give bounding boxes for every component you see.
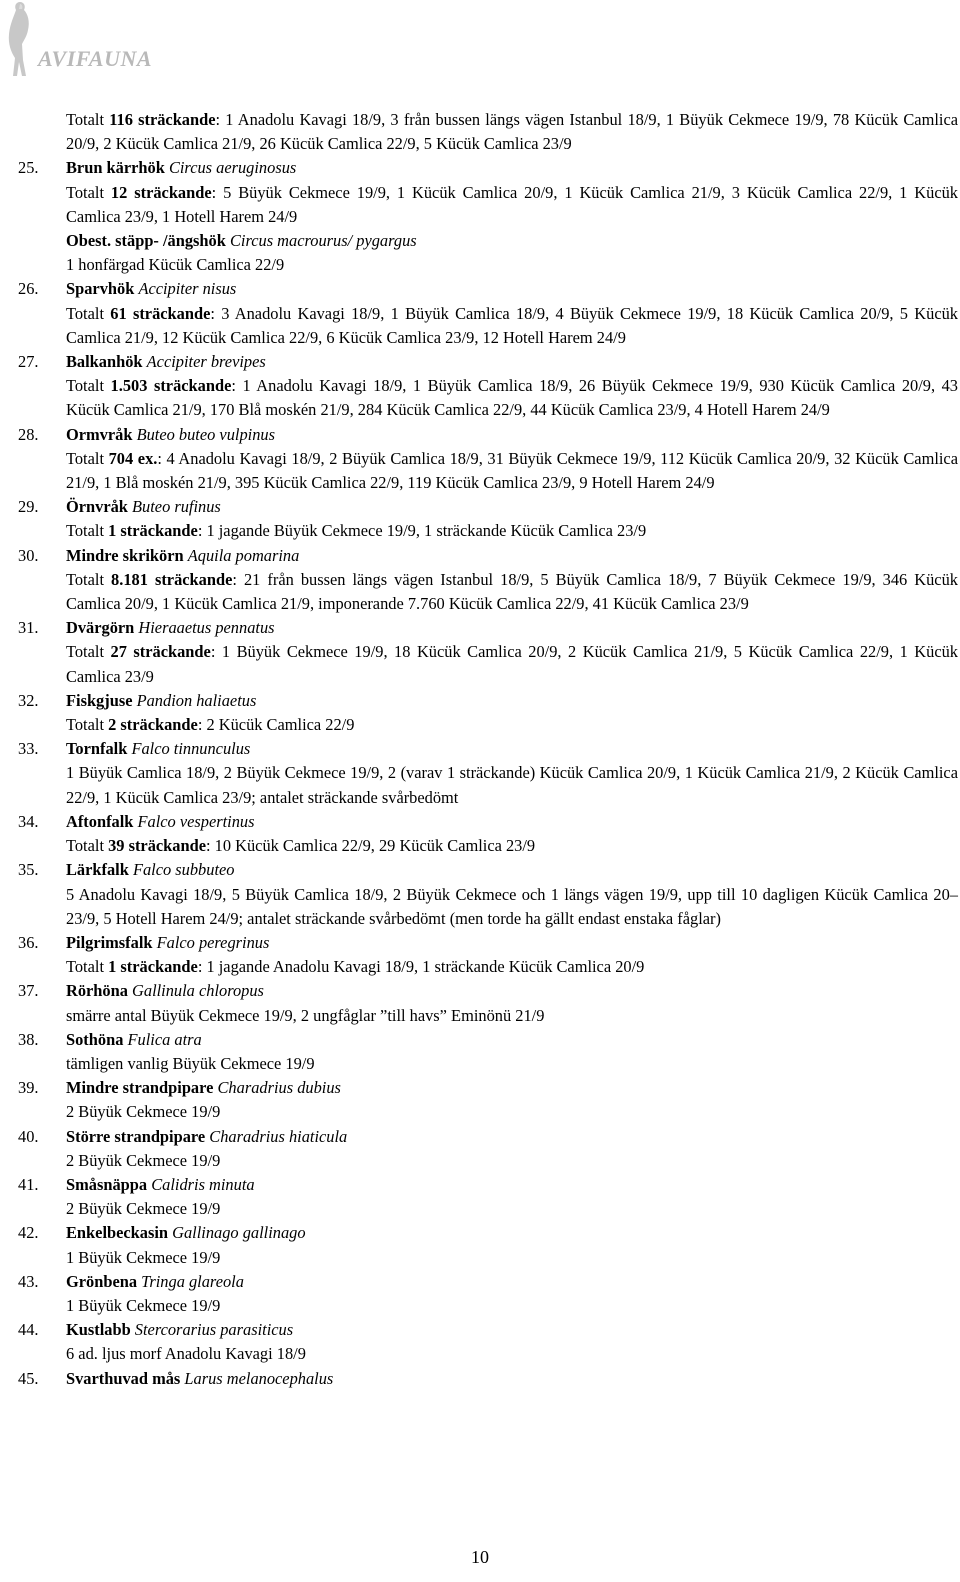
species-heading <box>66 737 958 761</box>
observation-text: 1 Büyük Camlica 18/9, 2 Büyük Cekmece 19/9, 2 (varav 1 sträckande) Kücük Camlica 20/9, 1 Kücük Camlica 21/9, 2 Kücük Camlica 22/9, 1 Kücük Camlica 23/9; antalet sträckande svårbedömt <box>66 763 958 807</box>
species-heading <box>66 350 958 374</box>
species-heading <box>66 1125 958 1149</box>
observation-text: 1 Büyük Cekmece 19/9 <box>66 1247 221 1267</box>
species-latin-name: Pandion haliaetus <box>136 690 257 710</box>
logo-wordmark: AVIFAUNA <box>38 46 153 71</box>
species-entry <box>18 737 958 810</box>
observation-total: 1 sträckande <box>108 957 198 977</box>
species-entry <box>18 1028 958 1076</box>
species-latin-name: Buteo rufinus <box>132 497 221 517</box>
observation-text: Totalt 1 sträckande: 1 jagande Büyük Cekmece 19/9, 1 sträckande Kücük Camlica 23/9 <box>66 521 647 541</box>
observation-total: 8.181 sträckande <box>111 569 233 589</box>
entry-number: 41. <box>18 1174 39 1194</box>
entry-number: 44. <box>18 1320 39 1340</box>
entry-number: 39. <box>18 1078 39 1098</box>
species-heading <box>66 1028 958 1052</box>
species-name: Svarthuvad mås <box>66 1368 181 1388</box>
entry-number: 31. <box>18 618 39 638</box>
entry-number: 43. <box>18 1271 39 1291</box>
species-heading <box>66 495 958 519</box>
observation-total: 27 sträckande <box>110 642 211 662</box>
entry-number: 33. <box>18 739 39 759</box>
observation-total: 1 sträckande <box>108 521 198 541</box>
species-entry <box>18 1173 958 1221</box>
species-heading <box>66 931 958 955</box>
species-heading <box>66 689 958 713</box>
species-entry <box>18 1221 958 1269</box>
sub-species-text: 1 honfärgad Kücük Camlica 22/9 <box>66 255 285 275</box>
document-body <box>18 108 958 1391</box>
entry-number: 38. <box>18 1029 39 1049</box>
species-entry <box>18 544 958 617</box>
species-entry <box>18 495 958 543</box>
species-name: Pilgrimsfalk <box>66 932 153 952</box>
intro-paragraph: Totalt 116 sträckande: 1 Anadolu Kavagi 18/9, 3 från bussen längs vägen Istanbul 18/9, 1 Büyük Cekmece 19/9, 78 Kücük Camlica 20/9, 2 Kücük Camlica 21/9, 26 Kücük Camlica 22/9, 5 Kücük Camlica 23/9 <box>66 110 958 154</box>
species-entry <box>18 689 958 737</box>
entry-number: 32. <box>18 690 39 710</box>
species-name: Grönbena <box>66 1271 138 1291</box>
species-heading <box>66 1221 958 1245</box>
entry-number: 40. <box>18 1126 39 1146</box>
bird-silhouette-icon <box>2 0 36 80</box>
species-name: Fiskgjuse <box>66 690 133 710</box>
species-latin-name: Gallinula chloropus <box>132 981 264 1001</box>
species-entry <box>18 1367 958 1391</box>
species-entry <box>18 931 958 979</box>
species-latin-name: Hieraaetus pennatus <box>138 618 275 638</box>
avifauna-logo <box>0 0 200 80</box>
species-entry <box>18 1318 958 1366</box>
species-latin-name: Circus aeruginosus <box>168 158 297 178</box>
observation-text: 5 Anadolu Kavagi 18/9, 5 Büyük Camlica 18/9, 2 Büyük Cekmece och 1 längs vägen 19/9, upp till 10 dagligen Kücük Camlica 20–23/9, 5 Hotell Harem 24/9; antalet sträckande svårbedömt (men torde ha gällt endast enstaka fåglar) <box>66 884 958 928</box>
observation-total: 39 sträckande <box>108 836 206 856</box>
species-latin-name: Tringa glareola <box>141 1271 244 1291</box>
species-latin-name: Accipiter brevipes <box>146 352 266 372</box>
observation-text: tämligen vanlig Büyük Cekmece 19/9 <box>66 1053 315 1073</box>
observation-total: 704 ex. <box>108 448 158 468</box>
species-heading <box>66 1367 958 1391</box>
species-name: Brun kärrhök <box>66 158 165 178</box>
entry-number: 45. <box>18 1368 39 1388</box>
species-heading <box>66 1270 958 1294</box>
species-entry <box>18 156 958 277</box>
observation-text: Totalt 12 sträckande: 5 Büyük Cekmece 19/9, 1 Kücük Camlica 20/9, 1 Kücük Camlica 21/9, 3 Kücük Camlica 22/9, 1 Kücük Camlica 23/9, 1 Hotell Harem 24/9 <box>66 182 958 226</box>
entry-number: 42. <box>18 1223 39 1243</box>
species-latin-name: Aquila pomarina <box>187 545 300 565</box>
observation-total: 61 sträckande <box>110 303 211 323</box>
observation-total: 12 sträckande <box>110 182 212 202</box>
species-name: Aftonfalk <box>66 811 134 831</box>
entry-number: 25. <box>18 158 39 178</box>
species-heading <box>66 1173 958 1197</box>
observation-text: Totalt 1 sträckande: 1 jagande Anadolu Kavagi 18/9, 1 sträckande Kücük Camlica 20/9 <box>66 957 645 977</box>
species-heading <box>66 810 958 834</box>
species-entry <box>18 1270 958 1318</box>
observation-text: smärre antal Büyük Cekmece 19/9, 2 ungfåglar ”till havs” Eminönü 21/9 <box>66 1005 545 1025</box>
species-entry <box>18 277 958 350</box>
species-latin-name: Charadrius hiaticula <box>209 1126 348 1146</box>
entry-number: 29. <box>18 497 39 517</box>
species-entry <box>18 423 958 496</box>
species-heading <box>66 423 958 447</box>
species-heading <box>66 544 958 568</box>
observation-text: Totalt 8.181 sträckande: 21 från bussen längs vägen Istanbul 18/9, 5 Büyük Camlica 18/9, 7 Büyük Cekmece 19/9, 346 Kücük Camlica 20/9, 1 Kücük Camlica 21/9, imponerande 7.760 Kücük Camlica 22/9, 41 Kücük Camlica 23/9 <box>66 569 958 614</box>
observation-text: Totalt 2 sträckande: 2 Kücük Camlica 22/9 <box>66 715 355 735</box>
species-latin-name: Falco tinnunculus <box>131 739 251 759</box>
species-name: Enkelbeckasin <box>66 1223 169 1243</box>
observation-text: 6 ad. ljus morf Anadolu Kavagi 18/9 <box>66 1344 306 1364</box>
species-entry <box>18 810 958 858</box>
species-latin-name: Stercorarius parasiticus <box>134 1320 294 1340</box>
species-heading <box>66 979 958 1003</box>
species-heading <box>66 616 958 640</box>
species-name: Kustlabb <box>66 1320 131 1340</box>
species-entry <box>18 979 958 1027</box>
observation-total: 2 sträckande <box>108 715 198 735</box>
observation-text: 2 Büyük Cekmece 19/9 <box>66 1150 221 1170</box>
species-heading <box>66 277 958 301</box>
species-latin-name: Accipiter nisus <box>138 279 237 299</box>
observation-text: 1 Büyük Cekmece 19/9 <box>66 1295 221 1315</box>
species-name: Sothöna <box>66 1029 124 1049</box>
entry-number: 35. <box>18 860 39 880</box>
species-heading <box>66 1318 958 1342</box>
species-list <box>18 156 958 1390</box>
observation-text: Totalt 61 sträckande: 3 Anadolu Kavagi 18/9, 1 Büyük Camlica 18/9, 4 Büyük Cekmece 19/9, 18 Kücük Camlica 20/9, 5 Kücük Camlica 21/9, 12 Kücük Camlica 22/9, 6 Kücük Camlica 23/9, 12 Hotell Harem 24/9 <box>66 303 958 347</box>
sub-species-heading: Obest. stäpp- /ängshök Circus macrourus/ pygargus <box>66 231 417 251</box>
entry-number: 26. <box>18 279 39 299</box>
observation-text: Totalt 1.503 sträckande: 1 Anadolu Kavagi 18/9, 1 Büyük Camlica 18/9, 26 Büyük Cekmece 19/9, 930 Kücük Camlica 20/9, 43 Kücük Camlica 21/9, 170 Blå moskén 21/9, 284 Kücük Camlica 22/9, 44 Kücük Camlica 23/9, 4 Hotell Harem 24/9 <box>66 376 958 420</box>
species-name: Mindre skrikörn <box>66 545 184 565</box>
species-name: Ormvråk <box>66 424 133 444</box>
species-latin-name: Falco peregrinus <box>156 932 270 952</box>
species-latin-name: Fulica atra <box>127 1029 202 1049</box>
species-name: Lärkfalk <box>66 860 129 880</box>
entry-number: 36. <box>18 932 39 952</box>
species-name: Större strandpipare <box>66 1126 206 1146</box>
species-name: Sparvhök <box>66 279 135 299</box>
species-entry <box>18 350 958 423</box>
species-name: Mindre strandpipare <box>66 1078 214 1098</box>
species-latin-name: Falco subbuteo <box>132 860 235 880</box>
species-name: Småsnäppa <box>66 1174 148 1194</box>
species-name: Dvärgörn <box>66 618 135 638</box>
species-heading <box>66 156 958 180</box>
intro-count: 116 sträckande <box>109 110 216 129</box>
observation-text: Totalt 27 sträckande: 1 Büyük Cekmece 19/9, 18 Kücük Camlica 20/9, 2 Kücük Camlica 21/9, 5 Kücük Camlica 22/9, 1 Kücük Camlica 23/9 <box>66 642 958 686</box>
species-latin-name: Calidris minuta <box>151 1174 255 1194</box>
entry-number: 28. <box>18 424 39 444</box>
observation-text: 2 Büyük Cekmece 19/9 <box>66 1199 221 1219</box>
species-entry <box>18 858 958 931</box>
observation-text: 2 Büyük Cekmece 19/9 <box>66 1102 221 1122</box>
species-latin-name: Buteo buteo vulpinus <box>136 424 275 444</box>
entry-number: 27. <box>18 352 39 372</box>
observation-total: 1.503 sträckande <box>110 376 232 396</box>
species-entry <box>18 1125 958 1173</box>
species-name: Tornfalk <box>66 739 128 759</box>
species-heading <box>66 858 958 882</box>
observation-text: Totalt 704 ex.: 4 Anadolu Kavagi 18/9, 2 Büyük Camlica 18/9, 31 Büyük Cekmece 19/9, 112 Kücük Camlica 20/9, 32 Kücük Camlica 21/9, 1 Blå moskén 21/9, 395 Kücük Camlica 22/9, 119 Kücük Camlica 23/9, 9 Hotell Harem 24/9 <box>66 448 958 493</box>
species-latin-name: Falco vespertinus <box>137 811 255 831</box>
species-name: Rörhöna <box>66 981 128 1001</box>
species-latin-name: Gallinago gallinago <box>172 1223 306 1243</box>
entry-number: 30. <box>18 545 39 565</box>
species-latin-name: Charadrius dubius <box>217 1078 341 1098</box>
species-name: Balkanhök <box>66 352 143 372</box>
species-entry <box>18 616 958 689</box>
observation-text: Totalt 39 sträckande: 10 Kücük Camlica 22/9, 29 Kücük Camlica 23/9 <box>66 836 536 856</box>
species-name: Örnvråk <box>66 497 128 517</box>
species-latin-name: Larus melanocephalus <box>184 1368 334 1388</box>
entry-number: 34. <box>18 811 39 831</box>
species-entry <box>18 1076 958 1124</box>
page-number: 10 <box>471 1547 489 1567</box>
entry-number: 37. <box>18 981 39 1001</box>
species-heading <box>66 1076 958 1100</box>
